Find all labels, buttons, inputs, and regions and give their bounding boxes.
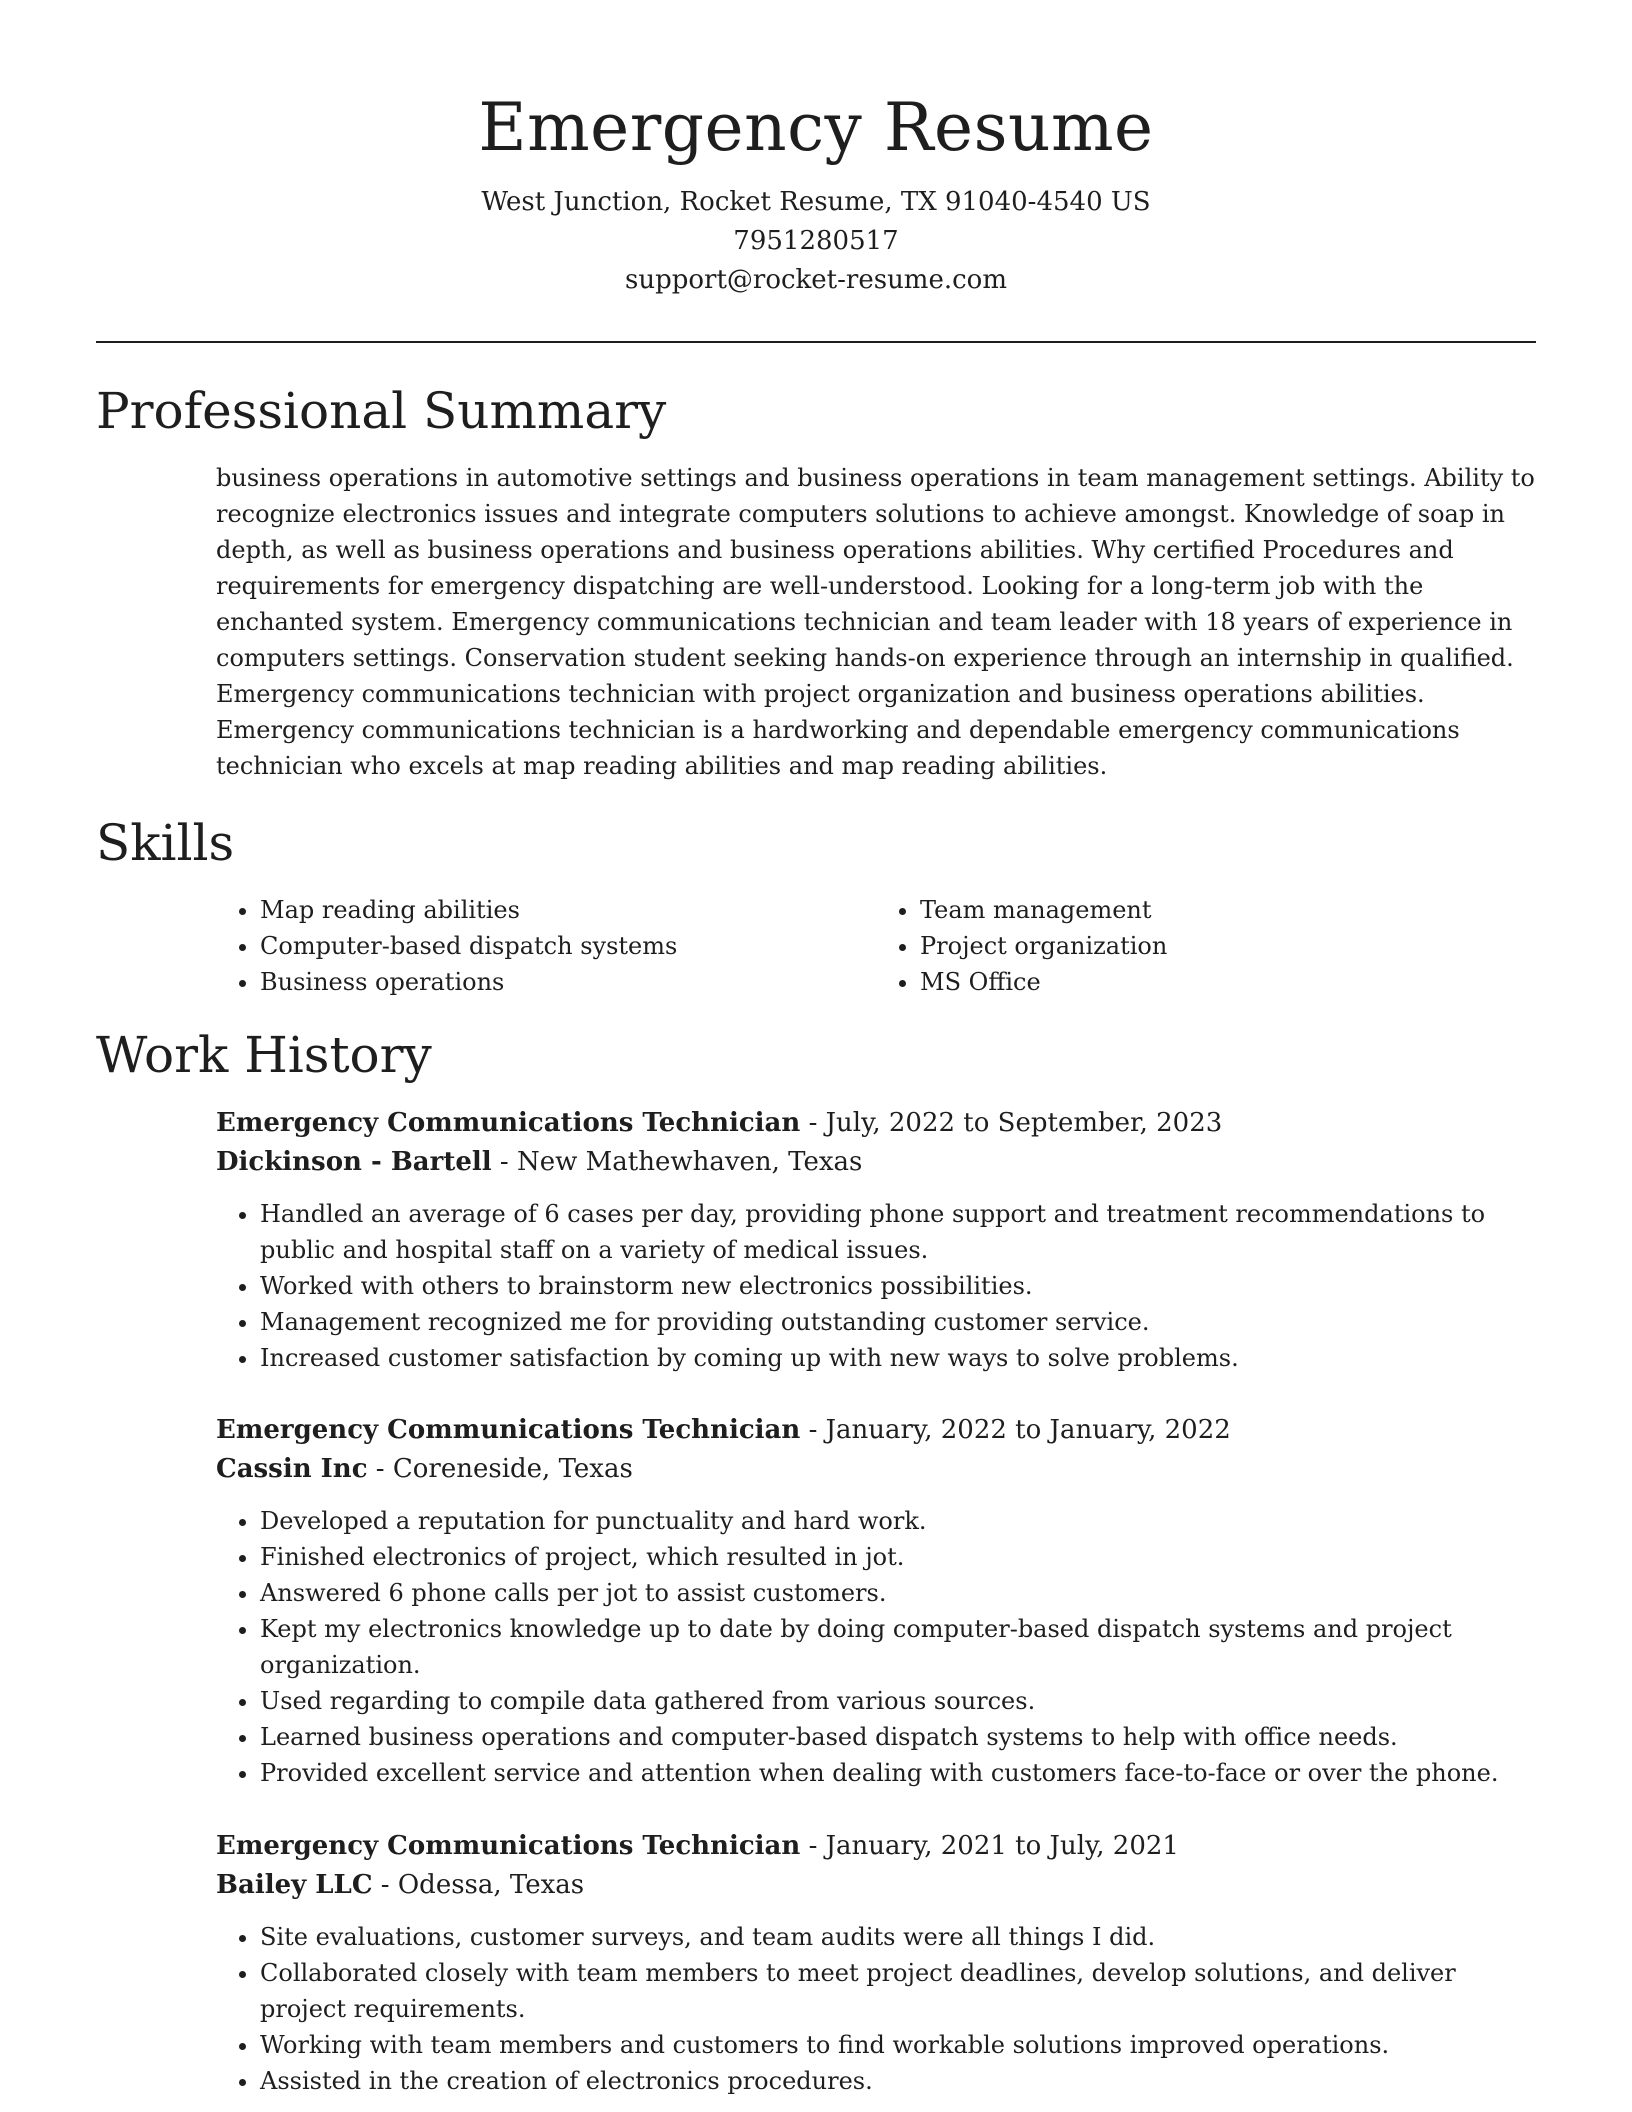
job-bullet: • Developed a reputation for punctuality and hard work. bbox=[260, 1503, 1536, 1539]
skill-item: • Business operations bbox=[260, 964, 876, 1000]
header-divider bbox=[96, 341, 1536, 343]
job-entry bbox=[216, 1104, 1536, 1376]
job-dates: - January, 2022 to January, 2022 bbox=[800, 1415, 1231, 1445]
skill-item: • Map reading abilities bbox=[260, 892, 876, 928]
skill-item: • Project organization bbox=[920, 928, 1536, 964]
job-bullet: • Learned business operations and computer-based dispatch systems to help with office needs. bbox=[260, 1719, 1536, 1755]
job-dates: - July, 2022 to September, 2023 bbox=[800, 1108, 1223, 1138]
job-entry bbox=[216, 1827, 1536, 2099]
summary-text: business operations in automotive settings and business operations in team management settings. Ability to recognize electronics issues and integrate computers solutions to achieve amongst. Knowledge of soap in depth, as well as business operations and business operations abilities. Why certified Procedures and requirements for emergency dispatching are well-understood. Looking for a long-term job with the enchanted system. Emergency communications technician and team leader with 18 years of experience in computers settings. Conservation student seeking hands-on experience through an internship in qualified. Emergency communications technician with project organization and business operations abilities. Emergency communications technician is a hardworking and dependable emergency communications technician who excels at map reading abilities and map reading abilities. bbox=[216, 464, 1535, 780]
job-bullet: • Worked with others to brainstorm new electronics possibilities. bbox=[260, 1268, 1536, 1304]
candidate-name: Emergency Resume bbox=[478, 89, 1154, 166]
work-history-heading: Work History bbox=[96, 1026, 432, 1084]
skill-item: • Team management bbox=[920, 892, 1536, 928]
job-role: Emergency Communications Technician bbox=[216, 1108, 801, 1138]
job-company: Bailey LLC bbox=[216, 1870, 373, 1900]
job-company-line bbox=[216, 1866, 1536, 1905]
job-entry bbox=[216, 1411, 1536, 1791]
job-bullet: • Answered 6 phone calls per jot to assist customers. bbox=[260, 1575, 1536, 1611]
skill-item: • MS Office bbox=[920, 964, 1536, 1000]
job-dates: - January, 2021 to July, 2021 bbox=[800, 1831, 1179, 1861]
job-bullet: • Collaborated closely with team members to meet project deadlines, develop solutions, and deliver project requirements. bbox=[260, 1955, 1536, 2027]
job-bullet: • Management recognized me for providing outstanding customer service. bbox=[260, 1304, 1536, 1340]
resume-header bbox=[0, 0, 1632, 300]
contact-phone: 7951280517 bbox=[733, 226, 899, 256]
job-company: Dickinson - Bartell bbox=[216, 1147, 492, 1177]
job-location: - Odessa, Texas bbox=[372, 1870, 585, 1900]
job-bullet: • Assisted in the creation of electronics procedures. bbox=[260, 2063, 1536, 2099]
job-company-line bbox=[216, 1450, 1536, 1489]
skills-list bbox=[216, 892, 1536, 1000]
job-bullet: • Kept my electronics knowledge up to date by doing computer-based dispatch systems and project organization. bbox=[260, 1611, 1536, 1683]
job-bullets bbox=[216, 1503, 1536, 1791]
job-bullet: • Increased customer satisfaction by coming up with new ways to solve problems. bbox=[260, 1340, 1536, 1376]
job-bullet: • Site evaluations, customer surveys, and team audits were all things I did. bbox=[260, 1919, 1536, 1955]
job-bullets bbox=[216, 1196, 1536, 1376]
job-bullet: • Handled an average of 6 cases per day, providing phone support and treatment recommendations to public and hospital staff on a variety of medical issues. bbox=[260, 1196, 1536, 1268]
job-bullet: • Used regarding to compile data gathered from various sources. bbox=[260, 1683, 1536, 1719]
job-bullet: • Provided excellent service and attention when dealing with customers face-to-face or over the phone. bbox=[260, 1755, 1536, 1791]
skills-column-right bbox=[876, 892, 1536, 1000]
job-role: Emergency Communications Technician bbox=[216, 1415, 801, 1445]
contact-email: support@rocket-resume.com bbox=[624, 265, 1007, 295]
job-bullets bbox=[216, 1919, 1536, 2099]
contact-address: West Junction, Rocket Resume, TX 91040-4540 US bbox=[481, 187, 1151, 217]
contact-block bbox=[0, 183, 1632, 300]
job-role: Emergency Communications Technician bbox=[216, 1831, 801, 1861]
skills-heading: Skills bbox=[96, 814, 235, 872]
job-title-line bbox=[216, 1827, 1536, 1866]
skill-item: • Computer-based dispatch systems bbox=[260, 928, 876, 964]
job-title-line bbox=[216, 1411, 1536, 1450]
job-bullet: • Finished electronics of project, which resulted in jot. bbox=[260, 1539, 1536, 1575]
skills-column-left bbox=[216, 892, 876, 1000]
job-title-line bbox=[216, 1104, 1536, 1143]
summary-heading: Professional Summary bbox=[96, 382, 667, 440]
job-company: Cassin Inc bbox=[216, 1454, 368, 1484]
job-location: - New Mathewhaven, Texas bbox=[491, 1147, 863, 1177]
job-location: - Coreneside, Texas bbox=[367, 1454, 633, 1484]
job-company-line bbox=[216, 1143, 1536, 1182]
job-bullet: • Working with team members and customers to find workable solutions improved operations. bbox=[260, 2027, 1536, 2063]
